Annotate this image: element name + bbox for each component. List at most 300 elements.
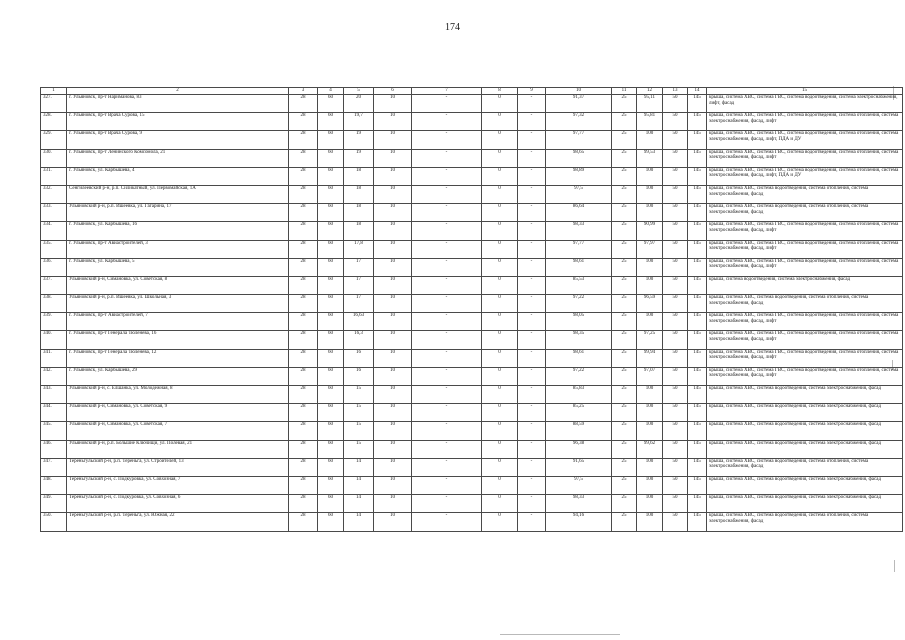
cell-col-5: 16 <box>344 349 374 367</box>
cell-col-9: - <box>518 422 546 440</box>
cell-col-14: 145 <box>688 458 707 476</box>
row-number-cell: 333. <box>41 204 67 222</box>
cell-col-7: - <box>412 276 482 294</box>
address-cell: г. Ульяновск, пр-т Авиастроителей, 7 <box>67 313 289 331</box>
address-cell: Ульяновский р-н, Симановка, ул. Советская, 8 <box>67 276 289 294</box>
cell-col-11: 25 <box>612 422 637 440</box>
cell-col-7: - <box>412 185 482 203</box>
cell-col-5: 18 <box>344 185 374 203</box>
cell-col-6: 10 <box>374 95 412 113</box>
cell-col-5: 15 <box>344 404 374 422</box>
cell-col-5: 18 <box>344 167 374 185</box>
cell-col-9: - <box>518 513 546 531</box>
cell-col-11: 25 <box>612 276 637 294</box>
cell-col-9: - <box>518 495 546 513</box>
cell-col-14: 145 <box>688 276 707 294</box>
cell-col-13: 50 <box>663 240 688 258</box>
cell-col-12: 95,81 <box>637 113 663 131</box>
cell-col-6: 10 <box>374 349 412 367</box>
cell-col-3: 28 <box>289 276 318 294</box>
column-header-5: 5 <box>344 88 374 95</box>
cell-col-6: 10 <box>374 204 412 222</box>
cell-col-12: 90,99 <box>637 222 663 240</box>
works-list-cell: крыша, система ХВС, система водоотведения, система электроснабжения, фасад <box>707 386 903 404</box>
table-row <box>41 113 903 131</box>
cell-col-11: 25 <box>612 440 637 458</box>
cell-col-12: 100 <box>637 422 663 440</box>
address-cell: Ульяновский р-н, р.п. Ишеевка, ул. Школьная, 3 <box>67 295 289 313</box>
cell-col-11: 25 <box>612 295 637 313</box>
cell-col-13: 50 <box>663 331 688 349</box>
table-row <box>41 513 903 531</box>
cell-col-10: 97,32 <box>546 113 612 131</box>
cell-col-10: 98,65 <box>546 149 612 167</box>
cell-col-5: 19 <box>344 149 374 167</box>
row-number-cell: 344. <box>41 404 67 422</box>
cell-col-12: 100 <box>637 495 663 513</box>
cell-col-10: 97,22 <box>546 367 612 385</box>
cell-col-4: 60 <box>318 95 344 113</box>
column-header-4: 4 <box>318 88 344 95</box>
cell-col-14: 145 <box>688 222 707 240</box>
cell-col-8: 0 <box>482 313 518 331</box>
cell-col-14: 145 <box>688 367 707 385</box>
cell-col-10: 98,05 <box>546 313 612 331</box>
cell-col-13: 50 <box>663 185 688 203</box>
cell-col-8: 0 <box>482 476 518 494</box>
cell-col-13: 50 <box>663 222 688 240</box>
column-header-15: 15 <box>707 88 903 95</box>
table-row <box>41 386 903 404</box>
works-list-cell: крыша, система ХВС, система водоотведения, система электроснабжения, фасад <box>707 495 903 513</box>
cell-col-14: 145 <box>688 167 707 185</box>
works-list-cell: крыша, система ХВС, система ГВС, система водоотведения, система отопления, система электроснабжения, фасад, лифт <box>707 258 903 276</box>
column-header-9: 9 <box>518 88 546 95</box>
cell-col-3: 28 <box>289 476 318 494</box>
cell-col-3: 28 <box>289 95 318 113</box>
cell-col-8: 0 <box>482 495 518 513</box>
cell-col-12: 100 <box>637 131 663 149</box>
address-cell: Ульяновский р-н, с. Елшанка, ул. Молодёжная, 8 <box>67 386 289 404</box>
cell-col-8: 0 <box>482 258 518 276</box>
column-header-13: 13 <box>663 88 688 95</box>
row-number-cell: 339. <box>41 313 67 331</box>
cell-col-14: 145 <box>688 113 707 131</box>
row-number-cell: 329. <box>41 131 67 149</box>
cell-col-9: - <box>518 149 546 167</box>
cell-col-5: 16,3 <box>344 331 374 349</box>
cell-col-9: - <box>518 440 546 458</box>
row-number-cell: 349. <box>41 495 67 513</box>
table-row <box>41 204 903 222</box>
table-row <box>41 422 903 440</box>
cell-col-10: 85,53 <box>546 276 612 294</box>
cell-col-5: 15 <box>344 422 374 440</box>
cell-col-14: 145 <box>688 95 707 113</box>
column-header-6: 6 <box>374 88 412 95</box>
cell-col-10: 98,61 <box>546 349 612 367</box>
cell-col-12: 97,25 <box>637 331 663 349</box>
cell-col-9: - <box>518 204 546 222</box>
address-cell: г. Ульяновск, ул. Карбышева, 4 <box>67 167 289 185</box>
housing-repair-table <box>40 87 903 532</box>
cell-col-3: 28 <box>289 404 318 422</box>
cell-col-4: 60 <box>318 240 344 258</box>
address-cell: г. Ульяновск, пр-т Генерала Тюленева, 16 <box>67 331 289 349</box>
row-number-cell: 335. <box>41 240 67 258</box>
cell-col-7: - <box>412 331 482 349</box>
cell-col-14: 145 <box>688 204 707 222</box>
cell-col-4: 60 <box>318 476 344 494</box>
cell-col-7: - <box>412 349 482 367</box>
cell-col-14: 145 <box>688 440 707 458</box>
cell-col-5: 14 <box>344 458 374 476</box>
cell-col-5: 16 <box>344 367 374 385</box>
row-number-cell: 338. <box>41 295 67 313</box>
cell-col-12: 100 <box>637 513 663 531</box>
address-cell: г. Ульяновск, ул. Карбышева, 16 <box>67 222 289 240</box>
cell-col-3: 28 <box>289 240 318 258</box>
cell-col-8: 0 <box>482 240 518 258</box>
cell-col-14: 145 <box>688 513 707 531</box>
works-list-cell: крыша, система ХВС, система ГВС, система водоотведения, система отопления, система электроснабжения, фасад, лифт <box>707 331 903 349</box>
row-number-cell: 328. <box>41 113 67 131</box>
column-header-3: 3 <box>289 88 318 95</box>
cell-col-9: - <box>518 258 546 276</box>
cell-col-10: 98,33 <box>546 495 612 513</box>
table-row <box>41 95 903 113</box>
column-header-14: 14 <box>688 88 707 95</box>
cell-col-13: 50 <box>663 349 688 367</box>
cell-col-13: 50 <box>663 476 688 494</box>
cell-col-4: 60 <box>318 440 344 458</box>
cell-col-9: - <box>518 349 546 367</box>
cell-col-6: 10 <box>374 185 412 203</box>
cell-col-3: 28 <box>289 295 318 313</box>
cell-col-13: 50 <box>663 495 688 513</box>
cell-col-8: 0 <box>482 149 518 167</box>
cell-col-14: 145 <box>688 404 707 422</box>
cell-col-11: 25 <box>612 367 637 385</box>
cell-col-3: 28 <box>289 258 318 276</box>
works-list-cell: крыша, система ХВС, система водоотведения, система отопления, система электроснабжения, фасад <box>707 204 903 222</box>
address-cell: Тереньгульский р-н, р.п. Тереньга, ул. Южная, 22 <box>67 513 289 531</box>
cell-col-10: 91,65 <box>546 458 612 476</box>
cell-col-14: 145 <box>688 331 707 349</box>
address-cell: Тереньгульский р-н, с. Подкуровка, ул. Совхозная, 7 <box>67 476 289 494</box>
housing-repair-table-container <box>40 87 902 633</box>
cell-col-12: 100 <box>637 167 663 185</box>
cell-col-10: 91,37 <box>546 95 612 113</box>
cell-col-14: 145 <box>688 495 707 513</box>
cell-col-3: 28 <box>289 513 318 531</box>
cell-col-6: 10 <box>374 131 412 149</box>
cell-col-6: 10 <box>374 240 412 258</box>
cell-col-13: 50 <box>663 513 688 531</box>
cell-col-12: 99,94 <box>637 349 663 367</box>
cell-col-13: 50 <box>663 276 688 294</box>
cell-col-11: 25 <box>612 240 637 258</box>
works-list-cell: крыша, система ХВС, система ГВС, система водоотведения, система отопления, система электроснабжения, фасад, лифт, ПДА и ДУ <box>707 131 903 149</box>
cell-col-10: 98,33 <box>546 222 612 240</box>
cell-col-10: 98,89 <box>546 167 612 185</box>
cell-col-11: 25 <box>612 222 637 240</box>
cell-col-11: 25 <box>612 167 637 185</box>
cell-col-3: 28 <box>289 422 318 440</box>
cell-col-13: 50 <box>663 422 688 440</box>
cell-col-6: 10 <box>374 222 412 240</box>
cell-col-7: - <box>412 458 482 476</box>
cell-col-13: 50 <box>663 131 688 149</box>
cell-col-5: 15 <box>344 440 374 458</box>
cell-col-6: 10 <box>374 386 412 404</box>
table-row <box>41 258 903 276</box>
cell-col-3: 28 <box>289 458 318 476</box>
cell-col-7: - <box>412 258 482 276</box>
cell-col-10: 88,59 <box>546 422 612 440</box>
works-list-cell: крыша, система ХВС, система ГВС, система водоотведения, система отопления, система электроснабжения, фасад, лифт <box>707 313 903 331</box>
address-cell: г. Ульяновск, пр-т Генерала Тюленева, 12 <box>67 349 289 367</box>
works-list-cell: крыша, система ХВС, система водоотведения, система электроснабжения, фасад <box>707 476 903 494</box>
column-header-10: 10 <box>546 88 612 95</box>
cell-col-10: 97,5 <box>546 476 612 494</box>
cell-col-4: 60 <box>318 404 344 422</box>
cell-col-10: 86,64 <box>546 204 612 222</box>
table-row <box>41 476 903 494</box>
cell-col-7: - <box>412 404 482 422</box>
row-number-cell: 336. <box>41 258 67 276</box>
address-cell: г. Ульяновск, пр-т Врача Сурова, 15 <box>67 113 289 131</box>
cell-col-7: - <box>412 476 482 494</box>
cell-col-7: - <box>412 513 482 531</box>
cell-col-13: 50 <box>663 258 688 276</box>
cell-col-4: 60 <box>318 349 344 367</box>
row-number-cell: 327. <box>41 95 67 113</box>
row-number-cell: 348. <box>41 476 67 494</box>
cell-col-9: - <box>518 313 546 331</box>
cell-col-12: 99,62 <box>637 440 663 458</box>
cell-col-10: 97,5 <box>546 185 612 203</box>
cell-col-8: 0 <box>482 386 518 404</box>
column-header-7: 7 <box>412 88 482 95</box>
cell-col-4: 60 <box>318 367 344 385</box>
cell-col-9: - <box>518 222 546 240</box>
address-cell: Ульяновский р-н, р.п. Большие Ключищи, ул. Полевая, 21 <box>67 440 289 458</box>
table-row <box>41 185 903 203</box>
cell-col-11: 25 <box>612 495 637 513</box>
cell-col-4: 60 <box>318 149 344 167</box>
row-number-cell: 350. <box>41 513 67 531</box>
cell-col-11: 25 <box>612 149 637 167</box>
cell-col-4: 60 <box>318 331 344 349</box>
cell-col-4: 60 <box>318 313 344 331</box>
row-number-cell: 342. <box>41 367 67 385</box>
works-list-cell: крыша, система ХВС, система водоотведения, система отопления, система электроснабжения, фасад <box>707 295 903 313</box>
works-list-cell: крыша, система ХВС, система ГВС, система водоотведения, система отопления, система электроснабжения, фасад, лифт <box>707 367 903 385</box>
cell-col-13: 50 <box>663 149 688 167</box>
cell-col-9: - <box>518 476 546 494</box>
scan-mark <box>500 634 620 635</box>
cell-col-13: 50 <box>663 458 688 476</box>
works-list-cell: крыша, система ХВС, система ГВС, система водоотведения, система отопления, система электроснабжения, фасад, лифт <box>707 149 903 167</box>
cell-col-12: 97,07 <box>637 367 663 385</box>
cell-col-9: - <box>518 386 546 404</box>
column-header-11: 11 <box>612 88 637 95</box>
cell-col-12: 100 <box>637 185 663 203</box>
cell-col-11: 25 <box>612 204 637 222</box>
cell-col-8: 0 <box>482 349 518 367</box>
cell-col-9: - <box>518 276 546 294</box>
works-list-cell: крыша, система ХВС, система водоотведения, система отопления, система электроснабжения, фасад <box>707 458 903 476</box>
row-number-cell: 340. <box>41 331 67 349</box>
cell-col-8: 0 <box>482 185 518 203</box>
cell-col-8: 0 <box>482 458 518 476</box>
cell-col-14: 145 <box>688 131 707 149</box>
cell-col-3: 28 <box>289 386 318 404</box>
cell-col-14: 145 <box>688 295 707 313</box>
cell-col-11: 25 <box>612 185 637 203</box>
cell-col-7: - <box>412 495 482 513</box>
cell-col-14: 145 <box>688 240 707 258</box>
cell-col-7: - <box>412 422 482 440</box>
cell-col-12: 100 <box>637 386 663 404</box>
cell-col-3: 28 <box>289 131 318 149</box>
cell-col-11: 25 <box>612 95 637 113</box>
cell-col-7: - <box>412 131 482 149</box>
table-row <box>41 167 903 185</box>
row-number-cell: 330. <box>41 149 67 167</box>
cell-col-6: 10 <box>374 113 412 131</box>
cell-col-10: 97,22 <box>546 295 612 313</box>
cell-col-7: - <box>412 113 482 131</box>
cell-col-6: 10 <box>374 258 412 276</box>
cell-col-12: 100 <box>637 476 663 494</box>
table-row <box>41 222 903 240</box>
cell-col-8: 0 <box>482 204 518 222</box>
cell-col-6: 10 <box>374 367 412 385</box>
cell-col-9: - <box>518 404 546 422</box>
cell-col-10: 97,77 <box>546 131 612 149</box>
address-cell: Тереньгульский р-н, р.п. Тереньга, ул. Строителей, 13 <box>67 458 289 476</box>
cell-col-5: 19 <box>344 131 374 149</box>
cell-col-10: 97,77 <box>546 240 612 258</box>
address-cell: Ульяновский р-н, Симановка, ул. Советская, 7 <box>67 422 289 440</box>
address-cell: Ульяновский р-н, р.п. Ишеевка, ул. Гагарина, 17 <box>67 204 289 222</box>
cell-col-4: 60 <box>318 113 344 131</box>
works-list-cell: крыша, система ХВС, система водоотведения, система отопления, система электроснабжения, фасад <box>707 185 903 203</box>
cell-col-7: - <box>412 367 482 385</box>
cell-col-3: 28 <box>289 331 318 349</box>
works-list-cell: крыша, система ХВС, система ГВС, система водоотведения, система отопления, система электроснабжения, фасад, лифт, ПДА и ДУ <box>707 167 903 185</box>
column-header-2: 2 <box>67 88 289 95</box>
cell-col-5: 14 <box>344 495 374 513</box>
cell-col-6: 10 <box>374 476 412 494</box>
cell-col-7: - <box>412 386 482 404</box>
cell-col-7: - <box>412 295 482 313</box>
cell-col-4: 60 <box>318 185 344 203</box>
cell-col-4: 60 <box>318 276 344 294</box>
cell-col-4: 60 <box>318 458 344 476</box>
address-cell: Ульяновский р-н, Симановка, ул. Советская, 9 <box>67 404 289 422</box>
table-row <box>41 313 903 331</box>
cell-col-11: 25 <box>612 113 637 131</box>
cell-col-5: 18 <box>344 204 374 222</box>
cell-col-12: 100 <box>637 276 663 294</box>
cell-col-14: 145 <box>688 386 707 404</box>
cell-col-13: 50 <box>663 313 688 331</box>
cell-col-8: 0 <box>482 222 518 240</box>
cell-col-11: 25 <box>612 331 637 349</box>
cell-col-3: 28 <box>289 440 318 458</box>
cell-col-3: 28 <box>289 113 318 131</box>
cell-col-9: - <box>518 295 546 313</box>
cell-col-6: 10 <box>374 313 412 331</box>
cell-col-5: 18 <box>344 222 374 240</box>
cell-col-8: 0 <box>482 422 518 440</box>
cell-col-7: - <box>412 204 482 222</box>
table-row <box>41 367 903 385</box>
cell-col-13: 50 <box>663 367 688 385</box>
cell-col-5: 17 <box>344 295 374 313</box>
cell-col-8: 0 <box>482 113 518 131</box>
row-number-cell: 332. <box>41 185 67 203</box>
cell-col-12: 100 <box>637 258 663 276</box>
cell-col-9: - <box>518 458 546 476</box>
cell-col-4: 60 <box>318 513 344 531</box>
cell-col-14: 145 <box>688 185 707 203</box>
cell-col-5: 17,8 <box>344 240 374 258</box>
cell-col-4: 60 <box>318 167 344 185</box>
table-row <box>41 349 903 367</box>
table-row <box>41 458 903 476</box>
cell-col-8: 0 <box>482 131 518 149</box>
address-cell: г. Ульяновск, ул. Карбышева, 5 <box>67 258 289 276</box>
cell-col-9: - <box>518 113 546 131</box>
cell-col-13: 50 <box>663 440 688 458</box>
cell-col-7: - <box>412 149 482 167</box>
cell-col-7: - <box>412 240 482 258</box>
cell-col-14: 145 <box>688 476 707 494</box>
works-list-cell: крыша, система водоотведения, система электроснабжения, фасад <box>707 276 903 294</box>
cell-col-8: 0 <box>482 331 518 349</box>
table-body <box>41 95 903 532</box>
address-cell: Сенгилеевский р-н, р.п. Силикатный, ул. Первомайская, 1А <box>67 185 289 203</box>
cell-col-4: 60 <box>318 295 344 313</box>
address-cell: г. Ульяновск, пр-т Врача Сурова, 9 <box>67 131 289 149</box>
cell-col-11: 25 <box>612 386 637 404</box>
cell-col-3: 28 <box>289 367 318 385</box>
column-header-1: 1 <box>41 88 67 95</box>
cell-col-13: 50 <box>663 167 688 185</box>
row-number-cell: 345. <box>41 422 67 440</box>
cell-col-5: 19,7 <box>344 113 374 131</box>
cell-col-3: 28 <box>289 495 318 513</box>
cell-col-12: 100 <box>637 458 663 476</box>
cell-col-4: 60 <box>318 422 344 440</box>
cell-col-14: 145 <box>688 149 707 167</box>
cell-col-6: 10 <box>374 331 412 349</box>
cell-col-3: 28 <box>289 313 318 331</box>
cell-col-6: 10 <box>374 422 412 440</box>
row-number-cell: 337. <box>41 276 67 294</box>
cell-col-12: 96,59 <box>637 295 663 313</box>
row-number-cell: 341. <box>41 349 67 367</box>
cell-col-8: 0 <box>482 276 518 294</box>
cell-col-7: - <box>412 313 482 331</box>
works-list-cell: крыша, система ХВС, система водоотведения, система электроснабжения, фасад <box>707 422 903 440</box>
page-number: 174 <box>445 22 460 33</box>
cell-col-14: 145 <box>688 313 707 331</box>
